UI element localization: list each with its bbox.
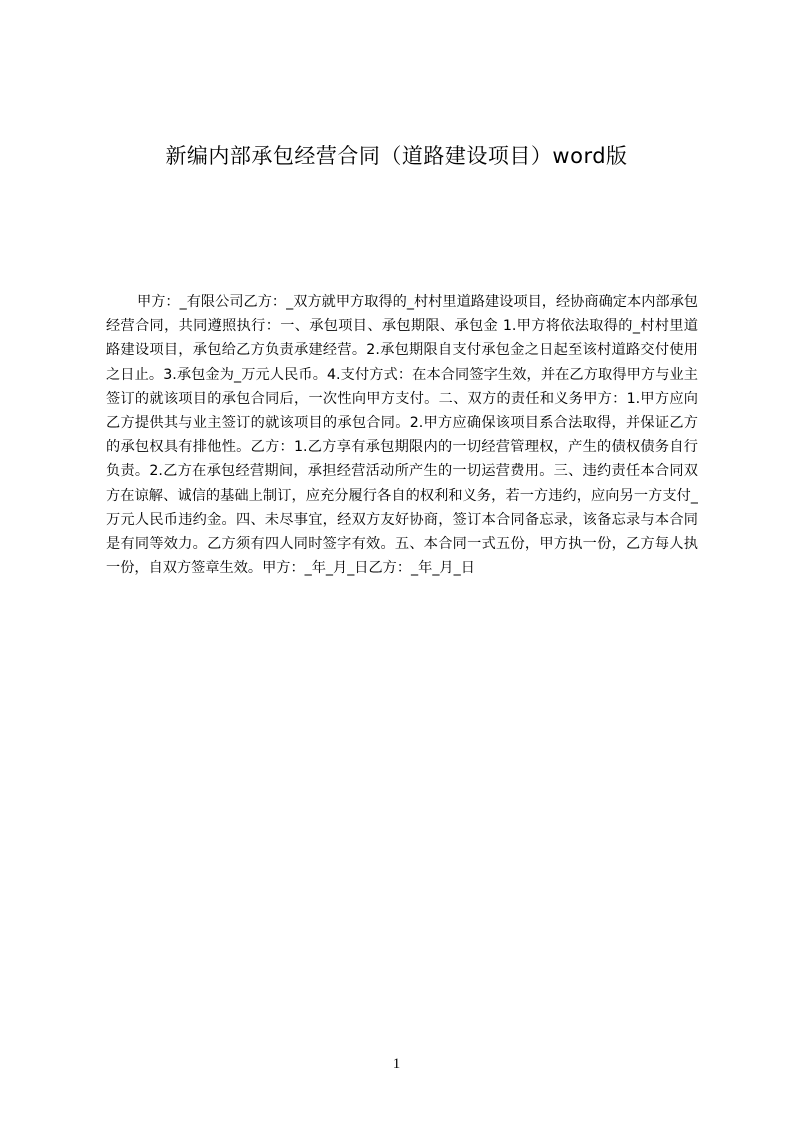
document-title: 新编内部承包经营合同（道路建设项目）word版 — [165, 144, 628, 168]
contract-body-paragraph: 甲方：_有限公司乙方：_双方就甲方取得的_村村里道路建设项目，经协商确定本内部承包经营合同，共同遵照执行：一、承包项目、承包期限、承包金 1.甲方将依法取得的_村村里道路建设项目，承包给乙方负责承建经营。2.承包期限自支付承包金之日起至该村道路交付使用之日止。3.承包金为_万元人民币。4.支付方式：在本合同签字生效，并在乙方取得甲方与业主签订的就该项目的承包合同后，一次性向甲方支付。二、双方的责任和义务甲方：1.甲方应向乙方提供其与业主签订的就该项目的承包合同。2.甲方应确保该项目系合法取得，并保证乙方的承包权具有排他性。乙方：1.乙方享有承包期限内的一切经营管理权，产生的债权债务自行负责。2.乙方在承包经营期间，承担经营活动所产生的一切运营费用。三、违约责任本合同双方在谅解、诚信的基础上制订，应充分履行各自的权利和义务，若一方违约，应向另一方支付_万元人民币违约金。四、未尽事宜，经双方友好协商，签订本合同备忘录，该备忘录与本合同是有同等效力。乙方须有四人同时签字有效。五、本合同一式五份，甲方执一份，乙方每人执一份，自双方签章生效。甲方：_年_月_日乙方：_年_月_日 — [106, 294, 698, 577]
page-number: 1 — [392, 1056, 401, 1072]
